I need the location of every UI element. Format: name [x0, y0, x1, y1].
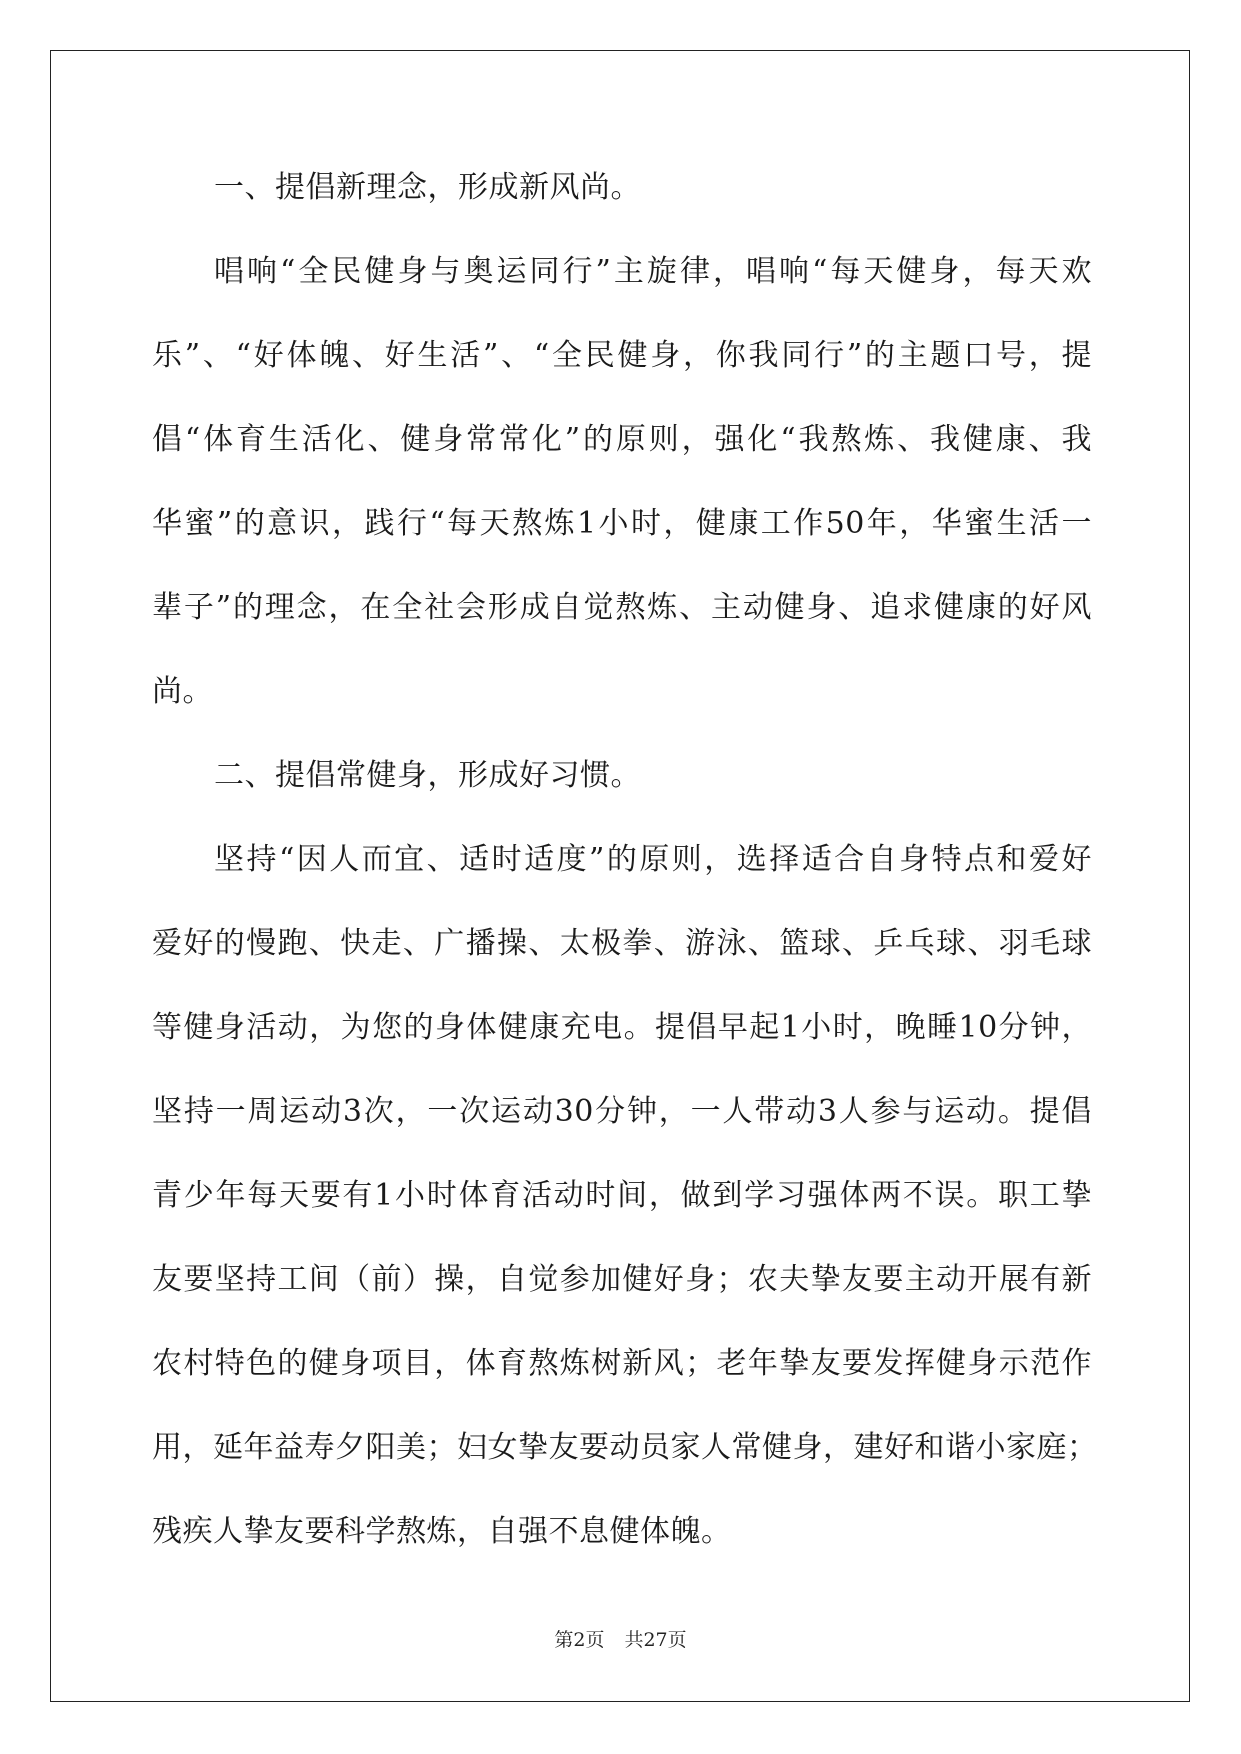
paragraph-line: 农村特色的健身项目，体育熬炼树新风；老年挚友要发挥健身示范作	[152, 1346, 1092, 1381]
paragraph-line: 尚。	[152, 674, 213, 709]
paragraph-line: 爱好的慢跑、快走、广播操、太极拳、游泳、篮球、乒乓球、羽毛球	[152, 926, 1092, 961]
paragraph-line: 用，延年益寿夕阳美；妇女挚友要动员家人常健身，建好和谐小家庭；	[152, 1430, 1098, 1465]
paragraph-line: 华蜜”的意识，践行“每天熬炼1小时，健康工作50年，华蜜生活一	[152, 506, 1092, 541]
paragraph-line: 辈子”的理念，在全社会形成自觉熬炼、主动健身、追求健康的好风	[152, 590, 1092, 625]
paragraph-line: 坚持一周运动3次，一次运动30分钟，一人带动3人参与运动。提倡	[152, 1094, 1092, 1129]
page-footer	[0, 1625, 1241, 1652]
paragraph-line: 青少年每天要有1小时体育活动时间，做到学习强体两不误。职工挚	[152, 1178, 1092, 1213]
paragraph-line: 倡“体育生活化、健身常常化”的原则，强化“我熬炼、我健康、我	[152, 422, 1092, 457]
paragraph-line: 等健身活动，为您的身体健康充电。提倡早起1小时，晚睡10分钟，	[152, 1010, 1092, 1045]
section-heading-1: 一、提倡新理念，形成新风尚。	[214, 170, 641, 205]
page-total: 共27页	[624, 1629, 687, 1651]
paragraph-line: 唱响“全民健身与奥运同行”主旋律，唱响“每天健身，每天欢	[214, 254, 1092, 289]
paragraph-line: 坚持“因人而宜、适时适度”的原则，选择适合自身特点和爱好	[214, 842, 1092, 877]
paragraph-line: 乐”、“好体魄、好生活”、“全民健身，你我同行”的主题口号，提	[152, 338, 1092, 373]
section-heading-2: 二、提倡常健身，形成好习惯。	[214, 758, 641, 793]
paragraph-line: 友要坚持工间（前）操，自觉参加健好身；农夫挚友要主动开展有新	[152, 1262, 1092, 1297]
page-number: 第2页	[554, 1629, 605, 1651]
paragraph-line: 残疾人挚友要科学熬炼，自强不息健体魄。	[152, 1514, 732, 1549]
document-body	[152, 168, 1098, 1596]
